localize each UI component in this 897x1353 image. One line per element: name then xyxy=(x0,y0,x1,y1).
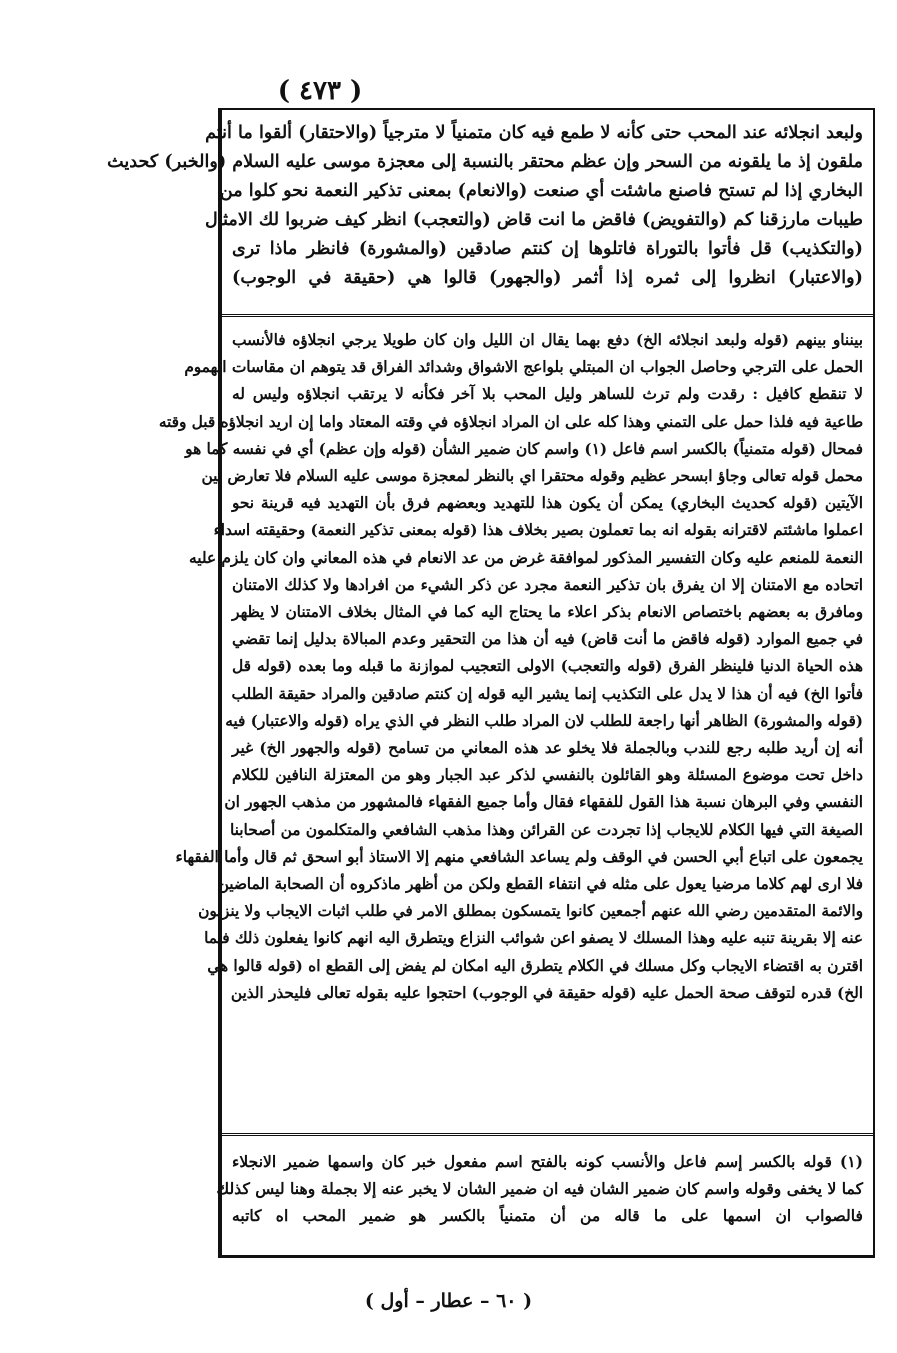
commentary-line: الحمل على الترجي وحاصل الجواب ان المبتلي بلواعج الاشواق وشدائد الفراق قد يتوهم ان مقاسات الهموم xyxy=(184,358,863,377)
commentary-line: النفسي وفي البرهان نسبة هذا القول للفقهاء فقال وأما جميع الفقهاء فالمشهور من مذهب الجهور ان xyxy=(224,793,863,812)
commentary-line: والائمة المتقدمين رضي الله عنهم أجمعين كانوا يتمسكون بمطلق الامر في طلب اثبات الايجاب ولا ينزلون xyxy=(198,902,863,921)
commentary-line: اقترن به اقتضاء الايجاب وكل مسلك في الكلام يتطرق اليه امكان لم يفض إلى القطع اه (قوله قالوا هي xyxy=(207,956,863,975)
commentary-line: ومافرق به بعضهم باختصاص الانعام بذكر اعلاء ما يحتاج اليه كما في المثال بخلاف الامتنان لا يظهر xyxy=(232,603,863,622)
footnote-line: (١) قوله بالكسر إسم فاعل والأنسب كونه بالفتح اسم مفعول خبر كان واسمها ضمير الانجلاء xyxy=(232,1152,863,1171)
page-number: ( ٤٧٣ ) xyxy=(277,76,363,106)
commentary-line: داخل تحت موضوع المسئلة وهو القائلون بالنفسي لذكر عبد الجبار وهو من المعتزلة النافين للكلام xyxy=(232,766,863,785)
footer-label: ( ٦٠ – عطار – أول ) xyxy=(364,1290,533,1312)
main-text-block xyxy=(107,110,873,314)
commentary-line: يجمعون على اتباع أبي الحسن في الوقف ولم يساعد الشافعي منهم إلا الاستاذ أبو اسحق ثم قال وأما الفقهاء xyxy=(175,847,863,866)
main-text-line: (والتكذيب) قل فأتوا بالتوراة فاتلوها إن كنتم صادقين (والمشورة) فانظر ماذا ترى xyxy=(232,238,863,259)
commentary-line: النعمة للمنعم عليه وكان التفسير المذكور لموافقة غرض من عد الانعام في هذه المعاني وان كان يلزم عليه xyxy=(189,548,863,567)
commentary-line: فمحال (قوله متمنياً) بالكسر اسم فاعل (١) واسم كان ضمير الشأن (قوله وإن عظم) أي في نفسه كما هو xyxy=(185,439,863,458)
main-text-line: البخاري إذا لم تستح فاصنع ماشئت أي صنعت (والانعام) بمعنى تذكير النعمة نحو كلوا من xyxy=(219,180,863,201)
footnote-line: كما لا يخفى وقوله واسم كان ضمير الشان فيه ان ضمير الشان لا يخبر عنه إلا بجملة وهنا ليس كذلك xyxy=(216,1179,863,1198)
commentary-line: فأتوا الخ) فيه أن هذا لا يدل على التكذيب إنما يشير اليه قوله إن كنتم صادقين والمراد حقيقة الطلب xyxy=(231,684,863,703)
section-divider xyxy=(222,314,873,321)
commentary-line: بينناو بينهم (قوله ولبعد انجلائه الخ) دفع بهما يقال ان الليل وان كان طويلا يرجي انجلاؤه فالأنسب xyxy=(232,331,863,349)
commentary-line: أنه إن أريد طلبه رجع للندب وبالجملة فلا يخلو عد هذه المعاني من تسامح (قوله والجهور الخ) غير xyxy=(232,739,863,758)
commentary-line: فلا ارى لهم كلاما مرضيا يعول على مثله في انتفاء القطع ولكن من أظهر ماذكروه أن الصحابة الماضين xyxy=(217,875,863,894)
commentary-line: محمل قوله تعالى وجاؤ ابسحر عظيم وقوله محتقرا اي بالنظر لمعجزة موسى عليه السلام فلا تعارض بين xyxy=(201,467,863,486)
commentary-line: (قوله والمشورة) الظاهر أنها راجعة للطلب لان المراد طلب النظر في الذي يراه (قوله والاعتبار) فيه xyxy=(225,711,863,730)
commentary-line: اتحاده مع الامتنان إلا ان يفرق بان تذكير النعمة مجرد عن ذكر الشيء من افرادها ولا كذلك الامتنان xyxy=(232,575,863,594)
footnote-line: فالصواب ان اسمها على ما قاله من أن متمنياً بالكسر هو ضمير المحب اه كاتبه xyxy=(232,1206,863,1225)
main-text-line: (والاعتبار) انظروا إلى ثمره إذا أثمر (والجهور) قالوا هي (حقيقة في الوجوب) xyxy=(232,267,863,288)
commentary-line: الصيغة التي فيها الكلام للايجاب إذا تجردت عن القرائن وهذا مذهب الشافعي والمتكلمون من أصحابنا xyxy=(230,820,863,839)
commentary-line: لا تنقطع كافيل : رقدت ولم ترث للساهر وليل المحب بلا آخر فكأنه لا يرتقب انجلاؤه وليس له xyxy=(232,385,863,404)
main-text-line: طيبات مارزقنا كم (والتفويض) فاقض ما انت قاض (والتعجب) انظر كيف ضربوا لك الامثال xyxy=(204,209,863,230)
commentary-line: هذه الحياة الدنيا فلينظر الفرق (قوله والتعجب) الاولى التعجيب لموازنة ما قبله وما بعده (قوله قل xyxy=(232,657,863,676)
commentary-line: الآيتين (قوله كحديث البخاري) يمكن أن يكون هذا للتهديد وبعضهم فرق بأن التهديد فيه قرينة نحو xyxy=(232,494,863,513)
footnote-block xyxy=(216,1140,873,1229)
commentary-line: في جميع الموارد (قوله فاقض ما أنت قاض) فيه أن هذا من التحقير وعدم المبالاة بدليل إنما تقضي xyxy=(232,630,863,649)
commentary-line: اعملوا ماشئتم لاقترانه بقوله انه بما تعملون بصير بخلاف هذا (قوله بمعنى تذكير النعمة) وحقيقته اسداء xyxy=(213,521,863,540)
commentary-line: عنه إلا بقرينة تنبه عليه وهذا المسلك لا يصفو اعن شوائب النزاع ويتطرق اليه انهم كانوا يفعلون ذلك فيما xyxy=(204,929,863,948)
main-text-line: ولبعد انجلائه عند المحب حتى كأنه لا طمع فيه كان متمنياً لا مترجياً (والاحتقار) ألقوا ما أنتم xyxy=(205,122,863,143)
commentary-block xyxy=(158,321,873,1133)
text-frame xyxy=(107,108,875,1258)
footnote-divider xyxy=(222,1133,873,1140)
commentary-line: طاعية فيه فلذا حمل على التمني وهذا كله على ان المراد انجلاؤه في وقته المعتاد واما إن اريد انجلاؤه قبل وقته xyxy=(158,412,863,431)
main-text-line: ملقون إذ ما يلقونه من السحر وإن عظم محتقر بالنسبة إلى معجزة موسى عليه السلام (والخبر) كحديث xyxy=(107,151,863,172)
commentary-line: الخ) قدره لتوقف صحة الحمل عليه (قوله حقيقة في الوجوب) احتجوا عليه بقوله تعالى فليحذر الذين xyxy=(230,983,863,1002)
